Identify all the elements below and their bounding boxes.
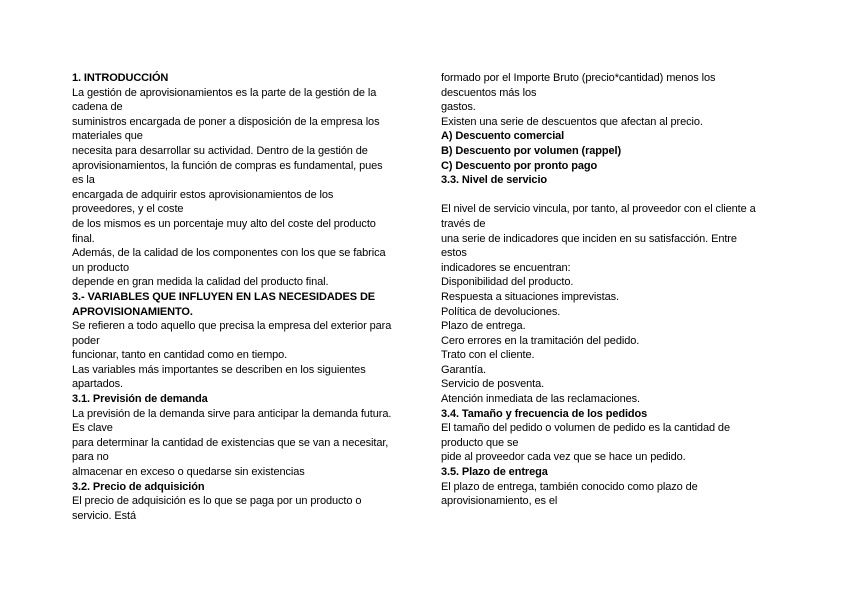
text-line: poder — [72, 334, 100, 347]
text-line: para determinar la cantidad de existencias que se van a necesitar, — [72, 436, 389, 449]
text-line: suministros encargada de poner a disposición de la empresa los — [72, 115, 380, 128]
text-line: La previsión de la demanda sirve para anticipar la demanda futura. — [72, 407, 392, 420]
text-line: para no — [72, 451, 109, 464]
text-line: proveedores, y el coste — [72, 203, 184, 216]
section-heading: APROVISIONAMIENTO. — [72, 305, 193, 318]
text-line: El precio de adquisición es lo que se paga por un producto o — [72, 495, 362, 508]
blank-line — [441, 188, 791, 203]
text-line: Garantía. — [441, 363, 486, 376]
text-line: depende en gran medida la calidad del producto final. — [72, 276, 329, 289]
text-line: aprovisionamiento, es el — [441, 495, 558, 508]
text-line: La gestión de aprovisionamientos es la parte de la gestión de la — [72, 86, 377, 99]
text-line: indicadores se encuentran: — [441, 261, 571, 274]
text-line: de los mismos es un porcentaje muy alto del coste del producto — [72, 217, 376, 230]
section-heading: B) Descuento por volumen (rappel) — [441, 144, 622, 157]
section-heading: 3.4. Tamaño y frecuencia de los pedidos — [441, 407, 648, 420]
text-line: servicio. Está — [72, 509, 137, 522]
text-line: gastos. — [441, 101, 476, 114]
text-line: Trato con el cliente. — [441, 349, 535, 362]
text-line: Política de devoluciones. — [441, 305, 561, 318]
text-line: es la — [72, 174, 95, 187]
section-heading: 3.5. Plazo de entrega — [441, 466, 548, 479]
section-heading: 3.3. Nivel de servicio — [441, 174, 548, 187]
text-line: cadena de — [72, 101, 123, 114]
text-line: formado por el Importe Bruto (precio*cantidad) menos los — [441, 72, 716, 84]
section-heading: 3.2. Precio de adquisición — [72, 480, 205, 493]
text-line: El plazo de entrega, también conocido como plazo de — [441, 480, 698, 493]
text-line: El tamaño del pedido o volumen de pedido es la cantidad de — [441, 422, 730, 435]
text-line: descuentos más los — [441, 86, 537, 99]
section-heading: 3.1. Previsión de demanda — [72, 393, 208, 406]
text-line: través de — [441, 217, 486, 230]
text-line: Además, de la calidad de los componentes con los que se fabrica — [72, 247, 386, 260]
text-line: Cero errores en la tramitación del pedido. — [441, 334, 640, 347]
text-line: Plazo de entrega. — [441, 320, 526, 333]
text-line: necesita para desarrollar su actividad. Dentro de la gestión de — [72, 144, 368, 157]
section-heading: A) Descuento comercial — [441, 130, 565, 143]
text-line: estos — [441, 247, 467, 260]
text-line: materiales que — [72, 130, 143, 143]
text-line: Respuesta a situaciones imprevistas. — [441, 290, 619, 303]
text-line: aprovisionamientos, la función de compras es fundamental, pues — [72, 159, 383, 172]
text-line: Servicio de posventa. — [441, 378, 545, 391]
text-line: Las variables más importantes se describen en los siguientes — [72, 363, 366, 376]
left-column — [72, 71, 422, 523]
text-line: final. — [72, 232, 95, 245]
text-line: Atención inmediata de las reclamaciones. — [441, 393, 641, 406]
text-line: Es clave — [72, 422, 113, 435]
section-heading: 3.- VARIABLES QUE INFLUYEN EN LAS NECESIDADES DE — [72, 290, 376, 303]
text-line: producto que se — [441, 436, 519, 449]
right-column — [441, 71, 791, 509]
text-line: El nivel de servicio vincula, por tanto, al proveedor con el cliente a — [441, 203, 756, 216]
text-line: Se refieren a todo aquello que precisa la empresa del exterior para — [72, 320, 392, 333]
text-line: Disponibilidad del producto. — [441, 276, 574, 289]
text-line: apartados. — [72, 378, 123, 391]
text-line: pide al proveedor cada vez que se hace un pedido. — [441, 451, 686, 464]
text-line: Existen una serie de descuentos que afectan al precio. — [441, 115, 703, 128]
text-line: almacenar en exceso o quedarse sin existencias — [72, 466, 305, 479]
text-line: encargada de adquirir estos aprovisionamientos de los — [72, 188, 334, 201]
text-line: un producto — [72, 261, 129, 274]
text-line: funcionar, tanto en cantidad como en tiempo. — [72, 349, 288, 362]
section-heading: 1. INTRODUCCIÓN — [72, 72, 169, 84]
section-heading: C) Descuento por pronto pago — [441, 159, 598, 172]
text-line: una serie de indicadores que inciden en su satisfacción. Entre — [441, 232, 737, 245]
